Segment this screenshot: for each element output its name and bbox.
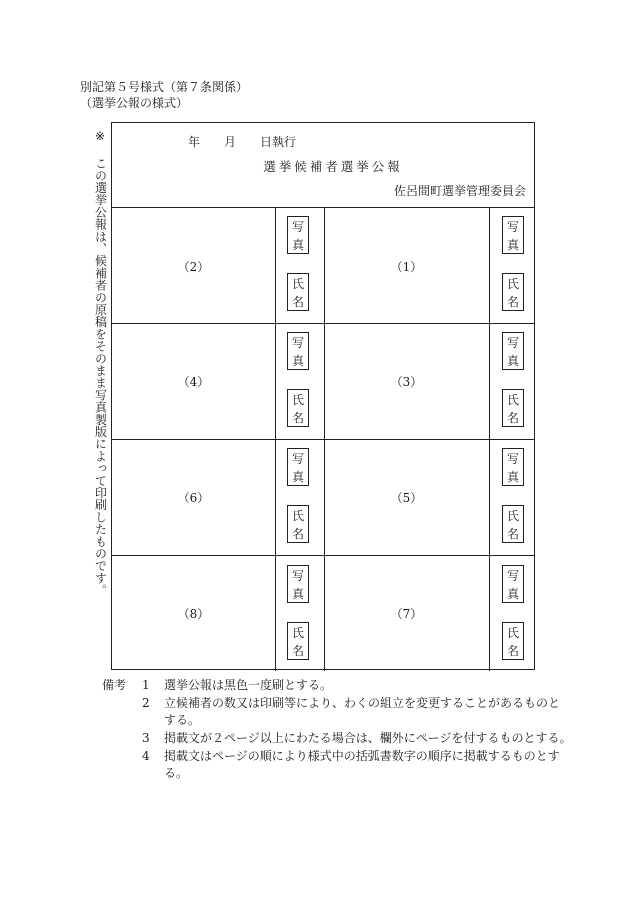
photo-box: 写真 [287, 332, 309, 370]
name-box: 氏名 [287, 273, 309, 311]
side-note-text: この選挙公報は、候補者の原稿をそのまま写真製版によって印刷したものです。 [93, 157, 108, 597]
remark-number: 2 [142, 696, 150, 710]
cell-divider [275, 208, 276, 324]
photo-box: 写真 [502, 565, 524, 603]
photo-box: 写真 [502, 216, 524, 254]
remark-text: 掲載文が２ページ以上にわたる場合は、欄外にページを付するものとする。 [164, 731, 572, 745]
name-box: 氏名 [287, 622, 309, 660]
cell-divider [275, 555, 276, 671]
remark-text: 選挙公報は黒色一度刷とする。 [164, 678, 333, 692]
reference-mark: ※ [94, 129, 106, 143]
side-note [91, 130, 109, 596]
name-box: 氏名 [502, 273, 524, 311]
name-box: 氏名 [287, 389, 309, 427]
cell-number: （1） [390, 260, 423, 274]
candidate-cell [112, 555, 324, 671]
election-committee: 佐呂間町選挙管理委員会 [393, 184, 526, 198]
form-number-heading: 別記第５号様式（第７条関係） [80, 80, 249, 94]
cell-number: （5） [390, 491, 423, 505]
photo-box: 写真 [502, 448, 524, 486]
cell-number: （7） [390, 607, 423, 621]
candidate-cell [112, 439, 324, 555]
remark-number: 1 [142, 678, 150, 692]
candidate-cell [324, 439, 536, 555]
candidate-cell [112, 323, 324, 439]
name-box: 氏名 [502, 389, 524, 427]
cell-number: （4） [177, 375, 210, 389]
remark-text: 立候補者の数又は印刷等により、わくの組立を変更することがあるものとする。 [164, 696, 561, 727]
gazette-title: 選挙候補者選挙公報 [263, 159, 403, 174]
photo-box: 写真 [502, 332, 524, 370]
name-box: 氏名 [502, 622, 524, 660]
candidate-cell [324, 323, 536, 439]
remark-text: 掲載文はページの順により様式中の括弧書数字の順序に掲載するものとする。 [164, 749, 560, 780]
gazette-header-area [112, 123, 534, 208]
cell-divider [275, 323, 276, 439]
name-box: 氏名 [287, 505, 309, 543]
remark-number: 4 [142, 749, 150, 763]
cell-divider [489, 555, 490, 671]
remarks-heading: 備考 [102, 678, 127, 692]
gazette-frame [111, 122, 535, 670]
cell-divider [489, 439, 490, 555]
cell-divider [489, 323, 490, 439]
cell-number: （6） [177, 491, 210, 505]
cell-number: （3） [390, 375, 423, 389]
candidate-cell [324, 555, 536, 671]
cell-divider [275, 439, 276, 555]
name-box: 氏名 [502, 505, 524, 543]
photo-box: 写真 [287, 565, 309, 603]
cell-divider [489, 208, 490, 324]
photo-box: 写真 [287, 448, 309, 486]
cell-number: （8） [177, 607, 210, 621]
execution-date: 年 月 日執行 [188, 135, 297, 149]
form-subtitle: （選挙公報の様式） [80, 96, 189, 110]
candidate-cell [324, 208, 536, 324]
remark-number: 3 [142, 731, 150, 745]
cell-number: （2） [177, 260, 210, 274]
candidate-cell [112, 208, 324, 324]
photo-box: 写真 [287, 216, 309, 254]
